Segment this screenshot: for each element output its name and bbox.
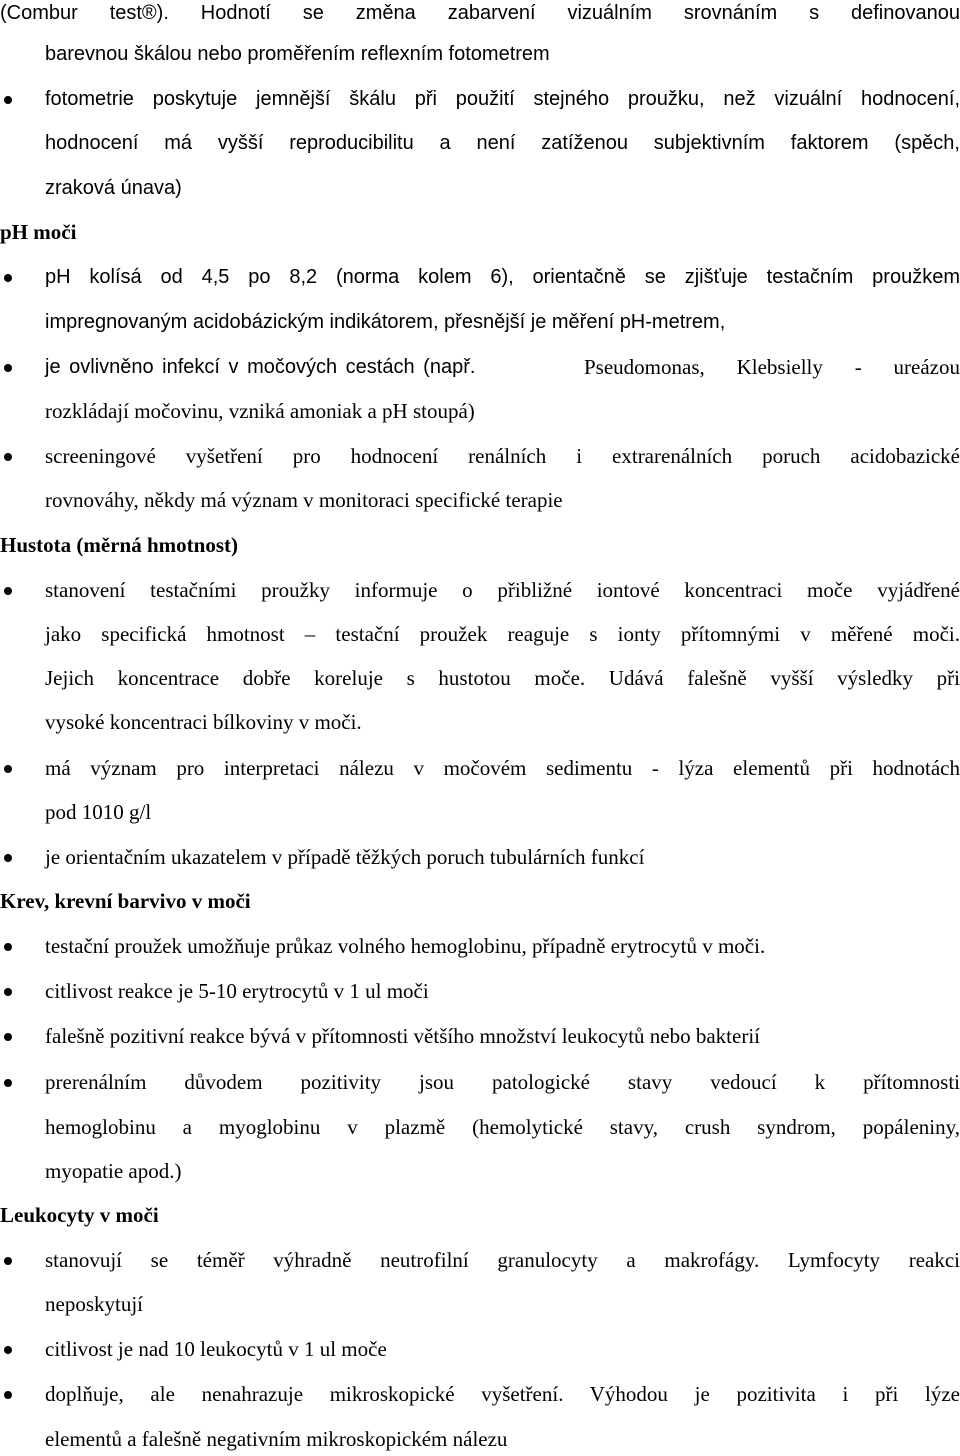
list-item-text: zraková únava) bbox=[45, 177, 182, 199]
list-item-text: hodnocení má vyšší reproducibilitu a není zatíženou subjektivním faktorem (spěch, bbox=[45, 132, 960, 154]
list-item-text: jako specifická hmotnost – testační proužek reaguje s ionty přítomnými v měřené moči. bbox=[45, 622, 960, 646]
bullet-icon bbox=[4, 274, 12, 282]
list-item-text: rovnováhy, někdy má význam v monitoraci specifické terapie bbox=[45, 488, 563, 512]
list-item-text: rozkládají močovinu, vzniká amoniak a pH stoupá) bbox=[45, 399, 475, 423]
bullet-icon bbox=[4, 1391, 12, 1399]
list-item-text: Jejich koncentrace dobře koreluje s hustotou moče. Udává falešně vyšší výsledky při bbox=[45, 666, 960, 690]
list-item-text: vysoké koncentraci bílkoviny v moči. bbox=[45, 710, 362, 734]
list-item-text: hemoglobinu a myoglobinu v plazmě (hemolytické stavy, crush syndrom, popáleniny, bbox=[45, 1115, 960, 1139]
list-item-text: neposkytují bbox=[45, 1292, 143, 1316]
bullet-icon bbox=[4, 1079, 12, 1087]
list-item-text: stanovení testačními proužky informuje o přibližné iontové koncentraci moče vyjádřené bbox=[45, 578, 960, 602]
list-item-text: pod 1010 g/l bbox=[45, 800, 152, 824]
bullet-icon bbox=[4, 1033, 12, 1041]
bullet-icon bbox=[4, 453, 12, 461]
bullet-icon bbox=[4, 988, 12, 996]
bullet-icon bbox=[4, 587, 12, 595]
bullet-icon bbox=[4, 96, 12, 104]
bullet-icon bbox=[4, 765, 12, 773]
list-item-text: Pseudomonas, Klebsielly - ureázou bbox=[584, 355, 960, 379]
heading-leukocyty: Leukocyty v moči bbox=[0, 1203, 159, 1227]
list-item-text: falešně pozitivní reakce bývá v přítomnosti většího množství leukocytů nebo bakterií bbox=[45, 1024, 760, 1048]
list-item-text: citlivost je nad 10 leukocytů v 1 ul moče bbox=[45, 1337, 387, 1361]
paragraph-text: barevnou škálou nebo proměřením reflexním fotometrem bbox=[45, 43, 550, 65]
bullet-icon bbox=[4, 364, 12, 372]
list-item-text: stanovují se téměř výhradně neutrofilní granulocyty a makrofágy. Lymfocyty reakci bbox=[45, 1248, 960, 1272]
list-item-text: pH kolísá od 4,5 po 8,2 (norma kolem 6), orientačně se zjišťuje testačním proužkem bbox=[45, 266, 960, 288]
list-item-text: je ovlivněno infekcí v močových cestách (např. bbox=[45, 356, 476, 378]
list-item-text: fotometrie poskytuje jemnější škálu při použití stejného proužku, než vizuální hodnocení, bbox=[45, 88, 960, 110]
list-item-text: má význam pro interpretaci nálezu v močovém sedimentu - lýza elementů při hodnotách bbox=[45, 756, 960, 780]
heading-ph: pH moči bbox=[0, 220, 77, 244]
heading-krev: Krev, krevní barvivo v moči bbox=[0, 889, 251, 913]
list-item-text: doplňuje, ale nenahrazuje mikroskopické vyšetření. Výhodou je pozitivita i při lýze bbox=[45, 1382, 960, 1406]
list-item-text: screeningové vyšetření pro hodnocení renálních i extrarenálních poruch acidobazické bbox=[45, 444, 960, 468]
bullet-icon bbox=[4, 854, 12, 862]
paragraph-text: (Combur test®). Hodnotí se změna zabarvení vizuálním srovnáním s definovanou bbox=[0, 2, 960, 24]
list-item-text: elementů a falešně negativním mikroskopickém nálezu bbox=[45, 1427, 508, 1451]
list-item-text: prerenálním důvodem pozitivity jsou patologické stavy vedoucí k přítomnosti bbox=[45, 1070, 960, 1094]
heading-hustota: Hustota (měrná hmotnost) bbox=[0, 533, 238, 557]
bullet-icon bbox=[4, 1346, 12, 1354]
bullet-icon bbox=[4, 943, 12, 951]
list-item-text: impregnovaným acidobázickým indikátorem, přesnější je měření pH-metrem, bbox=[45, 311, 726, 333]
bullet-icon bbox=[4, 1257, 12, 1265]
list-item-text: je orientačním ukazatelem v případě těžkých poruch tubulárních funkcí bbox=[45, 845, 645, 869]
list-item-text: myopatie apod.) bbox=[45, 1159, 182, 1183]
list-item-text: citlivost reakce je 5-10 erytrocytů v 1 ul moči bbox=[45, 979, 429, 1003]
list-item-text: testační proužek umožňuje průkaz volného hemoglobinu, případně erytrocytů v moči. bbox=[45, 934, 766, 958]
